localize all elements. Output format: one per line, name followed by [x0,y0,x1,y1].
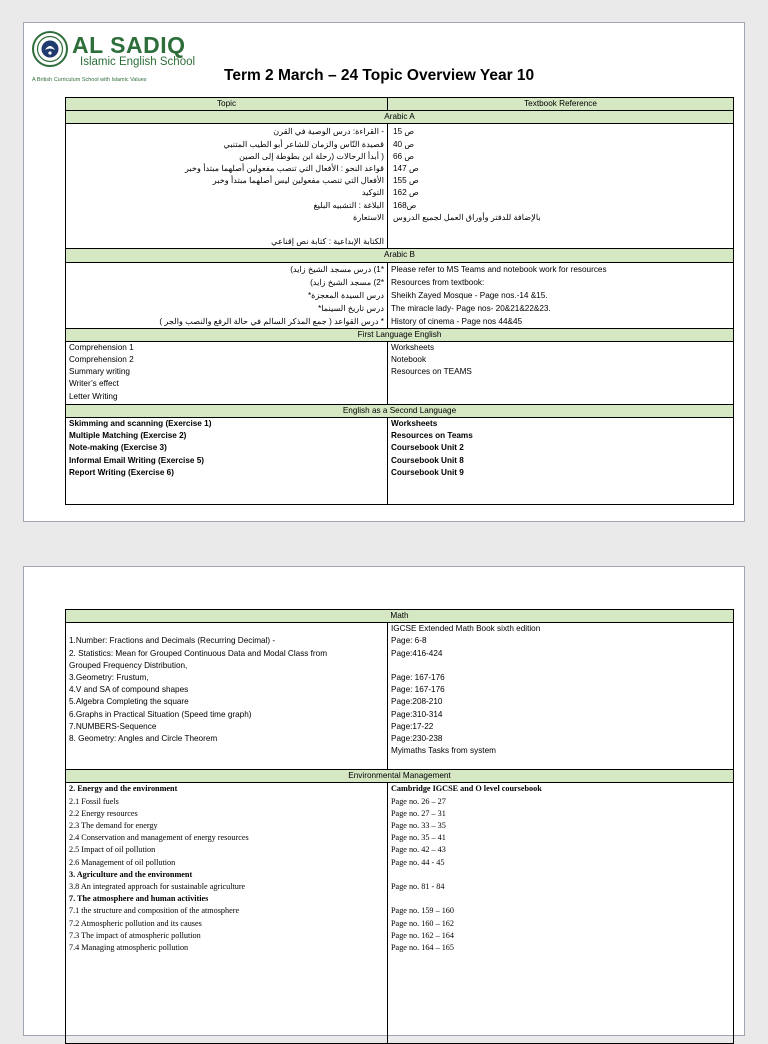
esl-references [388,418,734,505]
list-item: 7. The atmosphere and human activities [69,894,209,904]
list-item: Comprehension 2 [69,355,134,365]
section-heading-row [66,328,734,341]
list-item: ص 66 [393,151,415,161]
list-item: Writer’s effect [69,379,119,389]
list-item: Page:310-314 [391,709,443,719]
list-item: Page:208-210 [391,697,443,707]
environmental-topics [66,783,388,1044]
arabic-b-topics [66,262,388,328]
list-item: Page: 167-176 [391,685,445,695]
list-item: Report Writing (Exercise 6) [69,467,174,477]
list-item: ص 162 [393,188,419,198]
list-item: 5.Algebra Completing the square [69,697,189,707]
school-logo [32,31,222,91]
list-item [391,660,730,672]
arabic-a-topics [66,124,388,249]
list-item: Informal Email Writing (Exercise 5) [69,455,204,465]
list-item: Page:416-424 [391,648,443,658]
list-item: Coursebook Unit 9 [391,467,464,477]
section-heading-esl: English as a Second Language [66,404,734,417]
section-heading-row [66,404,734,417]
list-item: 2.2 Energy resources [69,808,138,818]
list-item: Coursebook Unit 2 [391,443,464,453]
list-item: الاستعارة [353,212,384,222]
list-item: Page no. 26 – 27 [391,796,446,806]
section-content-row [66,623,734,770]
list-item: 3.8 An integrated approach for sustainable agriculture [69,882,246,892]
section-content-row [66,418,734,505]
section-heading-first-language-english: First Language English [66,328,734,341]
list-item: ص 15 [393,127,415,137]
list-item: 2.6 Management of oil pollution [69,857,176,867]
list-item: قصيدة النّاس والزمان للشاعر أبو الطيب المتنبي [223,139,384,149]
list-item: Page: 6-8 [391,636,427,646]
list-item: Cambridge IGCSE and O level coursebook [391,784,542,794]
list-item: درس السيدة المعجزة* [307,290,384,300]
fle-references [388,341,734,404]
esl-topics [66,418,388,505]
arabic-a-references [388,124,734,249]
list-item: 3. Agriculture and the environment [69,869,193,879]
section-heading-row [66,610,734,623]
list-item: ( أبدأ الرحالات (رحلة ابن بطوطة إلى الصين [239,151,384,161]
list-item: 6.Graphs in Practical Situation (Speed time graph) [69,709,252,719]
section-heading-environmental-management: Environmental Management [66,770,734,783]
list-item: Page no. 35 – 41 [391,833,446,843]
list-item: Letter Writing [69,391,118,401]
list-item: History of cinema - Page nos 44&45 [391,316,523,326]
list-item: Coursebook Unit 8 [391,455,464,465]
column-header-topic: Topic [66,98,388,111]
section-content-row [66,124,734,249]
document-page-2 [23,566,745,1036]
list-item: درس تاريخ السينما* [318,303,384,313]
topic-overview-table-continued [65,609,734,1044]
list-item: Page no. 160 – 162 [391,918,454,928]
list-item: التوكيد [361,188,384,198]
list-item: 7.4 Managing atmospheric pollution [69,943,189,953]
list-item: Resources from textbook: [391,277,485,287]
list-item: - القراءة: درس الوصية في القرن [273,127,384,137]
list-item: 2.5 Impact of oil pollution [69,845,156,855]
section-heading-row [66,249,734,262]
list-item: بالإضافة للدفتر وأوراق العمل لجميع الدروس [393,212,541,222]
list-item: ص 40 [393,139,415,149]
list-item: ص 147 [393,164,419,174]
math-topics [66,623,388,770]
list-item: Page no. 159 – 160 [391,906,454,916]
list-item: 7.2 Atmospheric pollution and its causes [69,918,202,928]
list-item: The miracle lady- Page nos- 20&21&22&23. [391,303,551,313]
list-item: Note-making (Exercise 3) [69,443,167,453]
list-item: 8. Geometry: Angles and Circle Theorem [69,734,218,744]
school-name: AL SADIQ [72,32,186,58]
list-item: 2.4 Conservation and management of energy resources [69,833,249,843]
school-tagline: A British Curriculum School with Islamic Values [32,77,147,83]
school-subtitle: Islamic English School [80,56,196,68]
list-item: Grouped Frequency Distribution, [69,660,188,670]
list-item: 2. Statistics: Mean for Grouped Continuous Data and Modal Class from [69,648,328,658]
list-item: Summary writing [69,367,130,377]
list-item: 2.1 Fossil fuels [69,796,119,806]
list-item: قواعد النحو : الأفعال التي تنصب مفعولين أصلهما مبتدأ وخبر [184,164,384,174]
list-item: Page:230-238 [391,734,443,744]
section-content-row [66,783,734,1044]
list-item: Resources on Teams [391,431,473,441]
list-item: البلاغة : التشبيه البليغ [313,200,384,210]
section-heading-arabic-a: Arabic A [66,111,734,124]
list-item: 7.NUMBERS-Sequence [69,721,157,731]
list-item [69,623,384,635]
section-heading-row [66,770,734,783]
list-item: الأفعال التي تنصب مفعولين ليس أصلهما مبتدأ وخبر [212,176,384,186]
list-item: *2) مسجد الشيخ زايد) [310,277,384,287]
list-item: Page no. 81 - 84 [391,882,445,892]
list-item: Page no. 44 - 45 [391,857,445,867]
section-heading-arabic-b: Arabic B [66,249,734,262]
list-item [69,224,384,236]
math-references [388,623,734,770]
environmental-references [388,783,734,1044]
list-item: Please refer to MS Teams and notebook work for resources [391,264,607,274]
list-item: Page: 167-176 [391,673,445,682]
list-item: Page no. 27 – 31 [391,808,446,818]
list-item: الكتابة الإبداعية : كتابة نص إقناعي [271,237,384,247]
list-item [391,893,730,905]
list-item: ص168 [393,200,417,210]
topic-overview-table [65,97,734,505]
document-page-1 [23,22,745,522]
arabic-b-references [388,262,734,328]
list-item: Myimaths Tasks from system [391,746,496,756]
list-item: Comprehension 1 [69,342,134,352]
list-item: 2. Energy and the environment [69,784,178,794]
list-item [391,869,730,881]
table-header-row [66,98,734,111]
section-content-row [66,262,734,328]
list-item: Page no. 162 – 164 [391,930,454,940]
list-item: Notebook [391,355,427,365]
fle-topics [66,341,388,404]
list-item: ص 155 [393,176,419,186]
list-item: 4.V and SA of compound shapes [69,685,189,695]
list-item: Worksheets [391,419,438,429]
list-item: Worksheets [391,342,435,352]
list-item: IGCSE Extended Math Book sixth edition [391,624,541,634]
section-heading-row [66,111,734,124]
column-header-reference: Textbook Reference [388,98,734,111]
list-item: Multiple Matching (Exercise 2) [69,431,187,441]
list-item: Sheikh Zayed Mosque - Page nos.-14 &15. [391,290,548,300]
list-item: Page no. 42 – 43 [391,845,446,855]
list-item: 1.Number: Fractions and Decimals (Recurring Decimal) - [69,636,276,646]
list-item: Page no. 33 – 35 [391,821,446,831]
list-item: *1) درس مسجد الشيخ زايد) [290,264,384,274]
list-item: Skimming and scanning (Exercise 1) [69,419,212,429]
list-item: 2.3 The demand for energy [69,821,158,831]
document-title: Term 2 March – 24 Topic Overview Year 10 [224,67,535,84]
list-item: * درس القواعد ( جمع المذكر السالم في حالة الرفع والنصب والجر ) [159,316,384,326]
section-content-row [66,341,734,404]
section-heading-math: Math [66,610,734,623]
list-item: 7.1 the structure and composition of the atmosphere [69,906,240,916]
list-item: Page:17-22 [391,721,434,731]
list-item: 7.3 The impact of atmospheric pollution [69,930,201,940]
list-item: Resources on TEAMS [391,367,472,377]
school-emblem-icon [32,31,68,67]
list-item: Page no. 164 – 165 [391,943,454,953]
list-item: 3.Geometry: Frustum, [69,673,149,682]
